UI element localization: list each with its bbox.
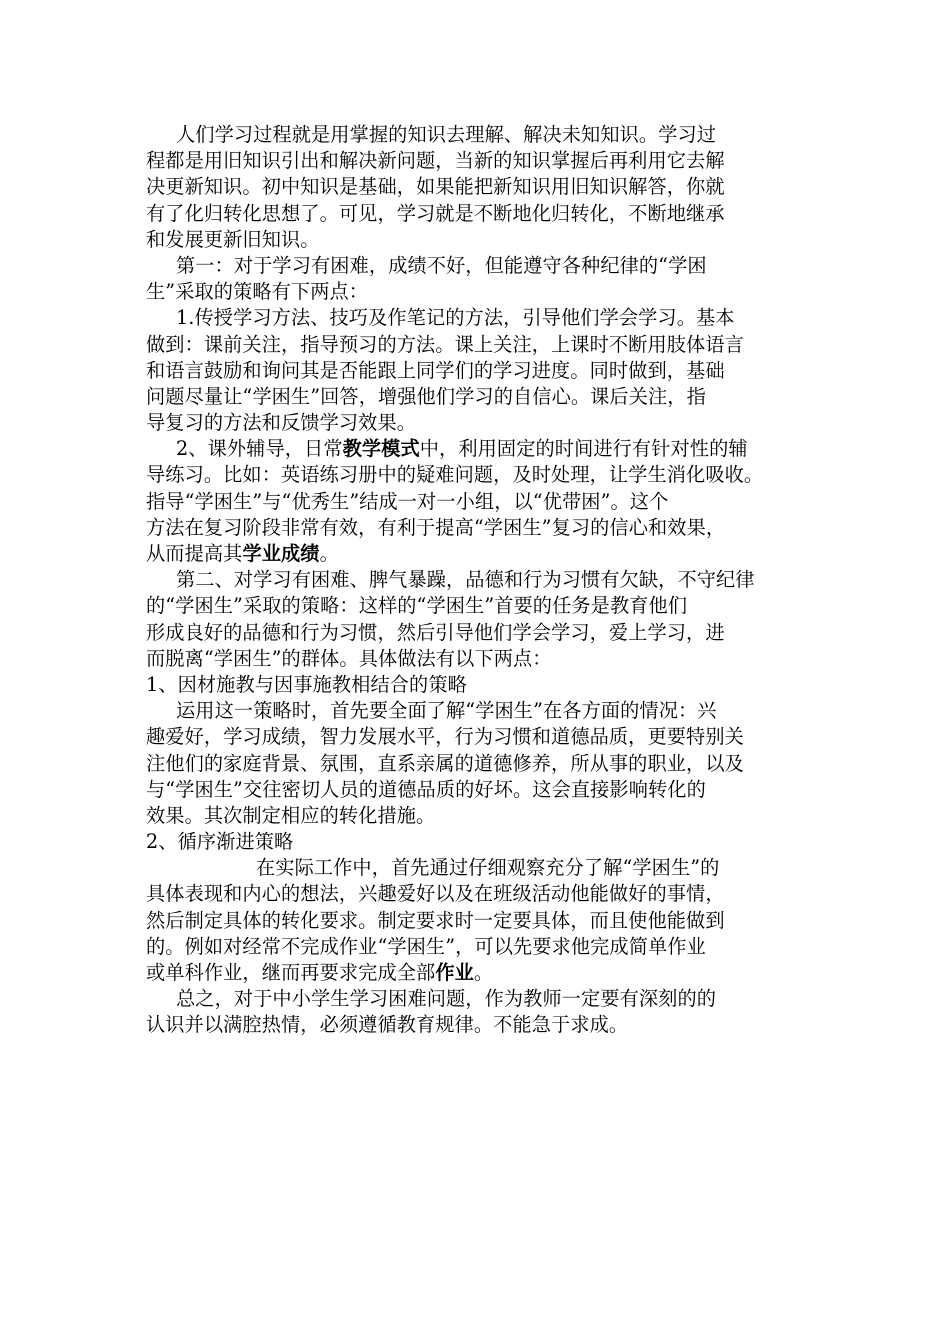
paragraph-8 (146, 986, 816, 1038)
text-line: 而脱离“学困生”的群体。具体做法有以下两点： (146, 646, 552, 670)
text-line: 问题尽量让“学困生”回答，增强他们学习的自信心。课后关注，指 (146, 384, 706, 408)
paragraph-3 (146, 305, 816, 436)
section-heading: 1、因材施教与因事施教相结合的策略 (146, 672, 467, 696)
text-line (146, 960, 816, 986)
text-line: 第二、对学习有困难、脾气暴躁，品德和行为习惯有欠缺，不守纪律 (176, 568, 755, 592)
text-line: 和语言鼓励和询问其是否能跟上同学们的学习进度。同时做到，基础 (146, 358, 725, 382)
keyword-link[interactable]: 作业 (435, 961, 474, 984)
text-line: 具体表现和内心的想法，兴趣爱好以及在班级活动他能做好的事情， (146, 882, 725, 906)
text-line: 注他们的家庭背景、氛围，直系亲属的道德修养，所从事的职业，以及 (146, 751, 744, 775)
text-span: 。 (473, 961, 494, 984)
paragraph-6 (146, 698, 816, 829)
text-line (146, 541, 816, 567)
text-line: 做到：课前关注，指导预习的方法。课上关注，上课时不断用肢体语言 (146, 332, 744, 356)
text-span: 中，利用固定的时间进行有针对性的辅 (419, 437, 748, 461)
text-line: 程都是用旧知识引出和解决新问题，当新的知识掌握后再利用它去解 (146, 149, 725, 173)
text-span: 2、课外辅导，日常 (176, 437, 343, 461)
text-span: 或单科作业，继而再要求完成全部 (146, 961, 436, 984)
paragraph-4 (146, 436, 816, 567)
text-line: 有了化归转化思想了。可见，学习就是不断地化归转化，不断地继承 (146, 201, 725, 225)
document-body (146, 122, 816, 1039)
text-line: 生”采取的策略有下两点： (146, 280, 369, 304)
text-line: 方法在复习阶段非常有效，有利于提高“学困生”复习的信心和效果， (146, 515, 726, 539)
text-line: 决更新知识。初中知识是基础，如果能把新知识用旧知识解答，你就 (146, 175, 725, 199)
text-line: 的。例如对经常不完成作业“学困生”，可以先要求他完成简单作业 (146, 934, 706, 958)
text-line: 趣爱好，学习成绩，智力发展水平，行为习惯和道德品质，更要特别关 (146, 725, 744, 749)
text-line: 指导“学困生”与“优秀生”结成一对一小组，以“优带困”。这个 (146, 489, 669, 513)
text-line: 认识并以满腔热情，必须遵循教育规律。不能急于求成。 (146, 1013, 629, 1037)
text-line: 形成良好的品德和行为习惯，然后引导他们学会学习，爱上学习，进 (146, 620, 725, 644)
text-line: 人们学习过程就是用掌握的知识去理解、解决未知知识。学习过 (176, 123, 717, 146)
keyword-link[interactable]: 学业成绩 (242, 542, 320, 565)
paragraph-7 (146, 855, 816, 986)
text-line: 效果。其次制定相应的转化措施。 (146, 803, 436, 827)
text-line: 的“学困生”采取的策略：这样的“学困生”首要的任务是教育他们 (146, 594, 688, 618)
text-line: 总之，对于中小学生学习困难问题，作为教师一定要有深刻的的 (176, 987, 717, 1011)
text-span: 从而提高其 (146, 542, 243, 565)
section-heading: 2、循序渐进策略 (146, 830, 294, 854)
text-span: 。 (319, 542, 339, 565)
text-line: 运用这一策略时，首先要全面了解“学困生”在各方面的情况：兴 (176, 699, 717, 723)
text-line: 1.传授学习方法、技巧及作笔记的方法，引导他们学会学习。基本 (176, 306, 735, 330)
text-line: 和发展更新旧知识。 (146, 227, 320, 251)
text-line: 第一：对于学习有困难，成绩不好，但能遵守各种纪律的“学困 (176, 253, 707, 277)
text-line: 与“学困生”交往密切人员的道德品质的好坏。这会直接影响转化的 (146, 777, 706, 801)
text-line: 导练习。比如：英语练习册中的疑难问题，及时处理，让学生消化吸收。 (146, 463, 764, 487)
text-line (146, 436, 816, 462)
text-line: 导复习的方法和反馈学习效果。 (146, 411, 417, 435)
keyword-link[interactable]: 教学模式 (342, 437, 420, 461)
paragraph-1 (146, 122, 816, 253)
paragraph-2 (146, 253, 816, 305)
text-line: 在实际工作中，首先通过仔细观察充分了解“学困生”的 (256, 856, 720, 880)
paragraph-5 (146, 567, 816, 672)
text-line: 然后制定具体的转化要求。制定要求时一定要具体，而且使他能做到 (146, 908, 725, 932)
